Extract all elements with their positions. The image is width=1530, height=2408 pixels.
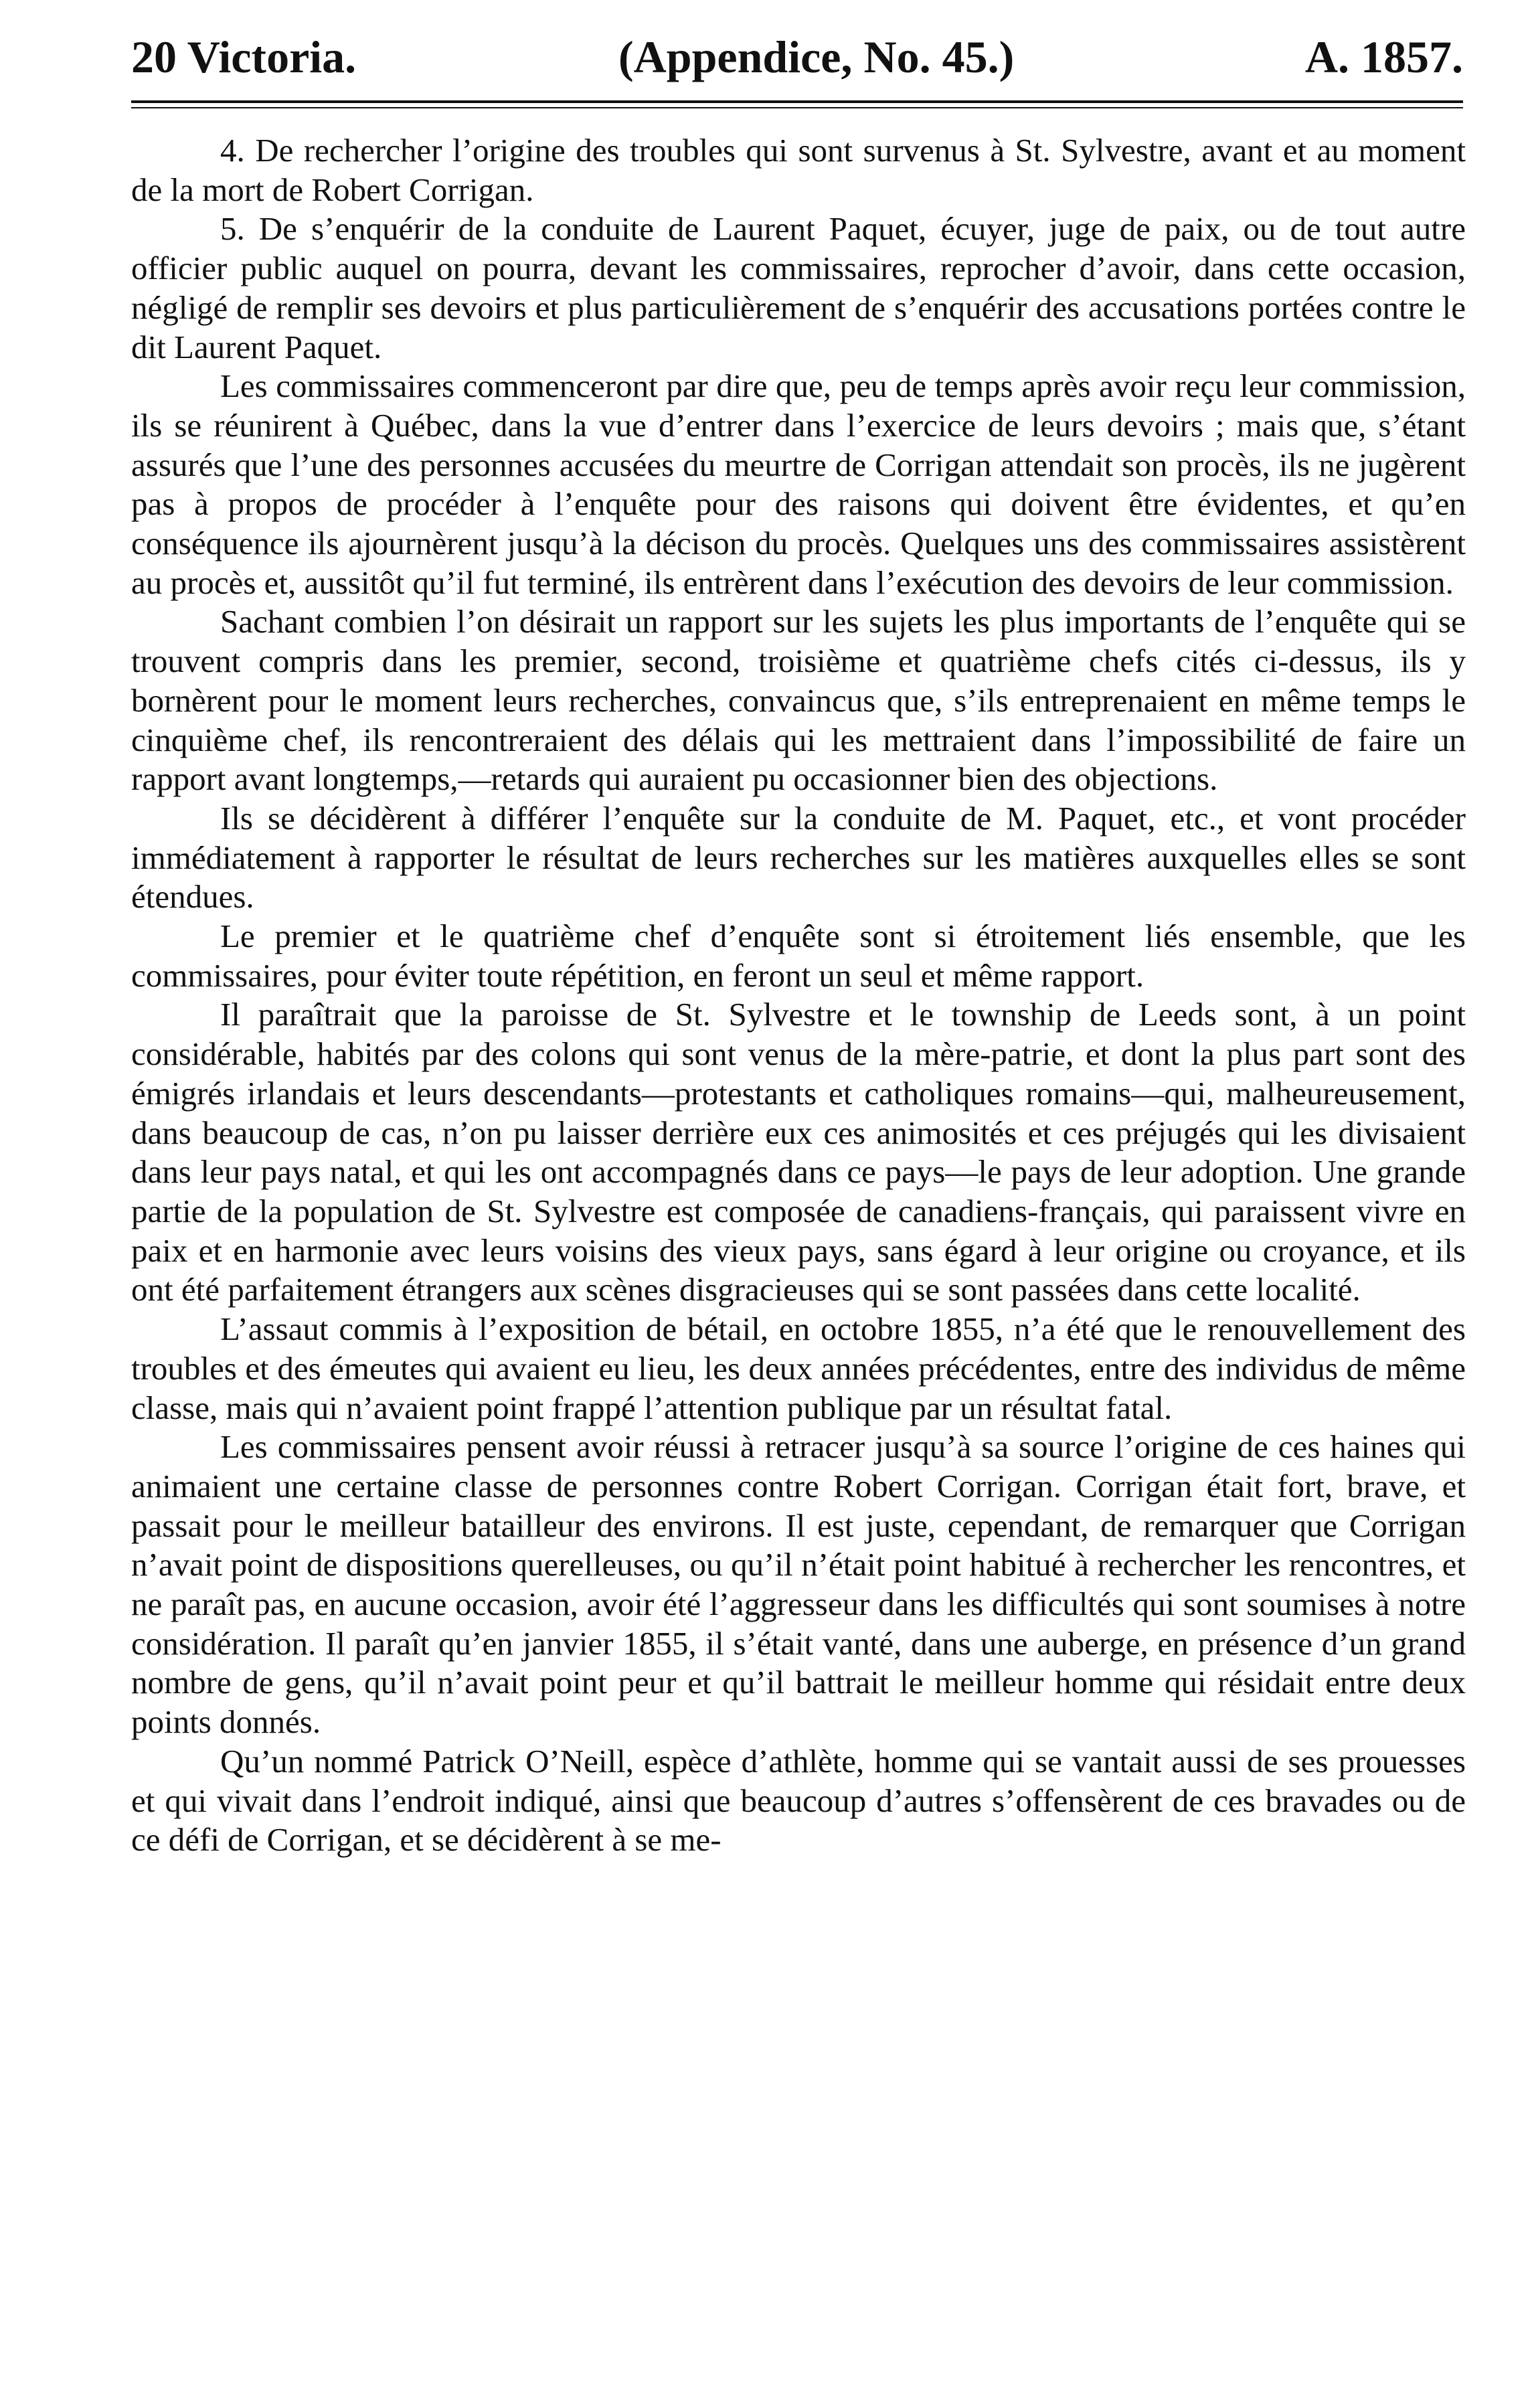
- paragraph: L’assaut commis à l’exposition de bétail, en octobre 1855, n’a été que le renouvellement des troubles et des émeutes qui avaient eu lieu, les deux années précédentes, entre des individus de même classe, mais qui n’avaient point frappé l’attention publique par un résultat fatal.: [131, 1310, 1466, 1426]
- paragraph: Ils se décidèrent à différer l’enquête sur la conduite de M. Paquet, etc., et vont procéder immédiatement à rapporter le résultat de leurs recherches sur les matières auxquelles elles se sont étendues.: [131, 799, 1466, 916]
- paragraph-item-5: 5. De s’enquérir de la conduite de Laurent Paquet, écuyer, juge de paix, ou de tout autre officier public auquel on pourra, devant les commissaires, reprocher d’avoir, dans cette occasion, négligé de remplir ses devoirs et plus particulièrement de s’enquérir des accusations portées contre le dit Laurent Paquet.: [131, 210, 1466, 365]
- paragraph: Sachant combien l’on désirait un rapport sur les sujets les plus importants de l’enquête qui se trouvent compris dans les premier, second, troisième et quatrième chefs cités ci-dessus, ils y bornèrent pour le moment leurs recherches, convaincus que, s’ils entreprenaient en même temps le cinquième chef, ils rencontreraient des délais qui les mettraient dans l’impossibilité de faire un rapport avant longtemps,—retards qui auraient pu occasionner bien des objections.: [131, 603, 1466, 798]
- paragraph: Il paraîtrait que la paroisse de St. Sylvestre et le township de Leeds sont, à un point considérable, habités par des colons qui sont venus de la mère-patrie, et dont la plus part sont des émigrés irlandais et leurs descendants—protestants et catholiques romains—qui, malheureusement, dans beaucoup de cas, n’on pu laisser derrière eux ces animosités et ces préjugés qui les divisaient dans leur pays natal, et qui les ont accompagnés dans ce pays—le pays de leur adoption. Une grande partie de la population de St. Sylvestre est composée de canadiens-français, qui paraissent vivre en paix et en harmonie avec leurs voisins des vieux pays, sans égard à leur origine ou croyance, et ils ont été parfaitement étrangers aux scènes disgracieuses qui se sont passées dans cette localité.: [131, 996, 1466, 1308]
- body-text: [131, 131, 1466, 1860]
- header-appendix: (Appendice, No. 45.): [618, 31, 1015, 82]
- paragraph-item-4: 4. De rechercher l’origine des troubles qui sont survenus à St. Sylvestre, avant et au moment de la mort de Robert Corrigan.: [131, 132, 1466, 208]
- header-year: A. 1857.: [1304, 31, 1463, 82]
- paragraph: Les commissaires commenceront par dire que, peu de temps après avoir reçu leur commission, ils se réunirent à Québec, dans la vue d’entrer dans l’exercice de leurs devoirs ; mais que, s’étant assurés que l’une des personnes accusées du meurtre de Corrigan attendait son procès, ils ne jugèrent pas à propos de procéder à l’enquête pour des raisons qui doivent être évidentes, et qu’en conséquence ils ajournèrent jusqu’à la décison du procès. Quelques uns des commissaires assistèrent au procès et, aussitôt qu’il fut terminé, ils entrèrent dans l’exécution des devoirs de leur commission.: [131, 367, 1466, 601]
- paragraph: Le premier et le quatrième chef d’enquête sont si étroitement liés ensemble, que les commissaires, pour éviter toute répétition, en feront un seul et même rapport.: [131, 918, 1466, 994]
- paragraph: Qu’un nommé Patrick O’Neill, espèce d’athlète, homme qui se vantait aussi de ses prouesses et qui vivait dans l’endroit indiqué, ainsi que beaucoup d’autres s’offensèrent de ces bravades ou de ce défi de Corrigan, et se décidèrent à se me-: [131, 1742, 1466, 1859]
- header-session: 20 Victoria.: [131, 31, 357, 82]
- page-header: [131, 20, 1463, 94]
- paragraph: Les commissaires pensent avoir réussi à retracer jusqu’à sa source l’origine de ces haines qui animaient une certaine classe de personnes contre Robert Corrigan. Corrigan était fort, brave, et passait pour le meilleur batailleur des environs. Il est juste, cependant, de remarquer que Corrigan n’avait point de dispositions querelleuses, ou qu’il n’était point habitué à rechercher les rencontres, et ne paraît pas, en aucune occasion, avoir été l’aggresseur dans les difficultés qui sont soumises à notre considération. Il paraît qu’en janvier 1855, il s’était vanté, dans une auberge, en présence d’un grand nombre de gens, qu’il n’avait point peur et qu’il battrait le meilleur homme qui résidait entre deux points donnés.: [131, 1428, 1466, 1741]
- header-double-rule: [131, 100, 1463, 108]
